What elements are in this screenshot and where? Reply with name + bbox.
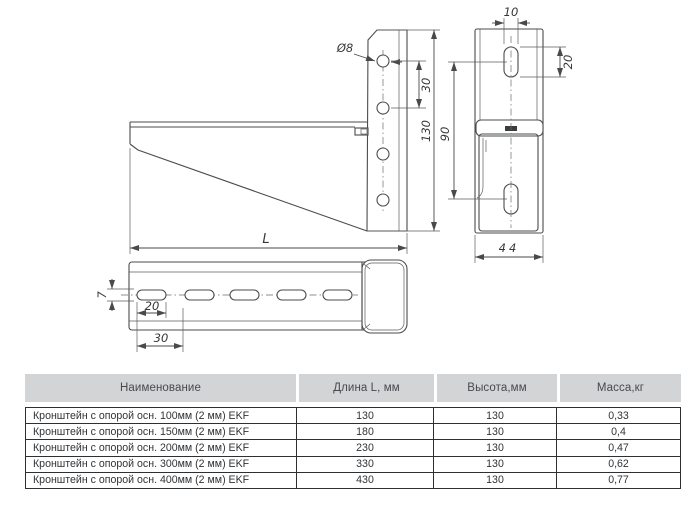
- spec-table-header: [25, 374, 681, 402]
- column-header-mass: Масса,кг: [560, 374, 681, 402]
- cell-height: 130: [434, 424, 557, 440]
- dim-hole-spacing: 30: [419, 77, 433, 93]
- dim-slot-width: 10: [503, 5, 519, 19]
- dim-topslot-length: 20: [144, 299, 160, 313]
- cell-length: 430: [297, 472, 434, 488]
- front-view-drawing: [438, 5, 575, 263]
- spec-table-rows: [25, 407, 681, 489]
- cell-length: 230: [297, 440, 434, 456]
- cell-name: Кронштейн с опорой осн. 400мм (2 мм) EKF: [26, 472, 297, 488]
- cell-mass: 0,4: [557, 424, 681, 440]
- table-row: [26, 440, 681, 456]
- dim-slot-length: 20: [561, 54, 575, 70]
- spec-table: [25, 374, 681, 489]
- cell-mass: 0,77: [557, 472, 681, 488]
- top-view-drawing: [95, 260, 407, 352]
- table-row: [26, 408, 681, 424]
- table-row: [26, 472, 681, 488]
- cell-height: 130: [434, 408, 557, 424]
- column-header-name: Наименование: [25, 374, 296, 402]
- cell-name: Кронштейн с опорой осн. 300мм (2 мм) EKF: [26, 456, 297, 472]
- column-header-height: Высота,мм: [437, 374, 557, 402]
- dim-length: L: [262, 232, 270, 247]
- cell-length: 130: [297, 408, 434, 424]
- dim-base-width: 44: [498, 241, 520, 255]
- column-header-length: Длина L, мм: [299, 374, 434, 402]
- table-row: [26, 424, 681, 440]
- spec-table-body: [26, 408, 681, 489]
- table-row: [26, 456, 681, 472]
- cell-mass: 0,33: [557, 408, 681, 424]
- cell-mass: 0,62: [557, 456, 681, 472]
- dim-hole-diameter: Ø8: [336, 41, 354, 55]
- cell-height: 130: [434, 472, 557, 488]
- cell-height: 130: [434, 456, 557, 472]
- cell-name: Кронштейн с опорой осн. 200мм (2 мм) EKF: [26, 440, 297, 456]
- cell-name: Кронштейн с опорой осн. 150мм (2 мм) EKF: [26, 424, 297, 440]
- cell-length: 330: [297, 456, 434, 472]
- cell-height: 130: [434, 440, 557, 456]
- dim-topslot-height: 7: [95, 291, 109, 299]
- cell-name: Кронштейн с опорой осн. 100мм (2 мм) EKF: [26, 408, 297, 424]
- side-view-drawing: [130, 30, 440, 254]
- dim-slot-spacing: 90: [438, 126, 452, 142]
- dim-height: 130: [419, 120, 433, 142]
- dim-topslot-pitch: 30: [153, 331, 169, 345]
- cell-length: 180: [297, 424, 434, 440]
- cell-mass: 0,47: [557, 440, 681, 456]
